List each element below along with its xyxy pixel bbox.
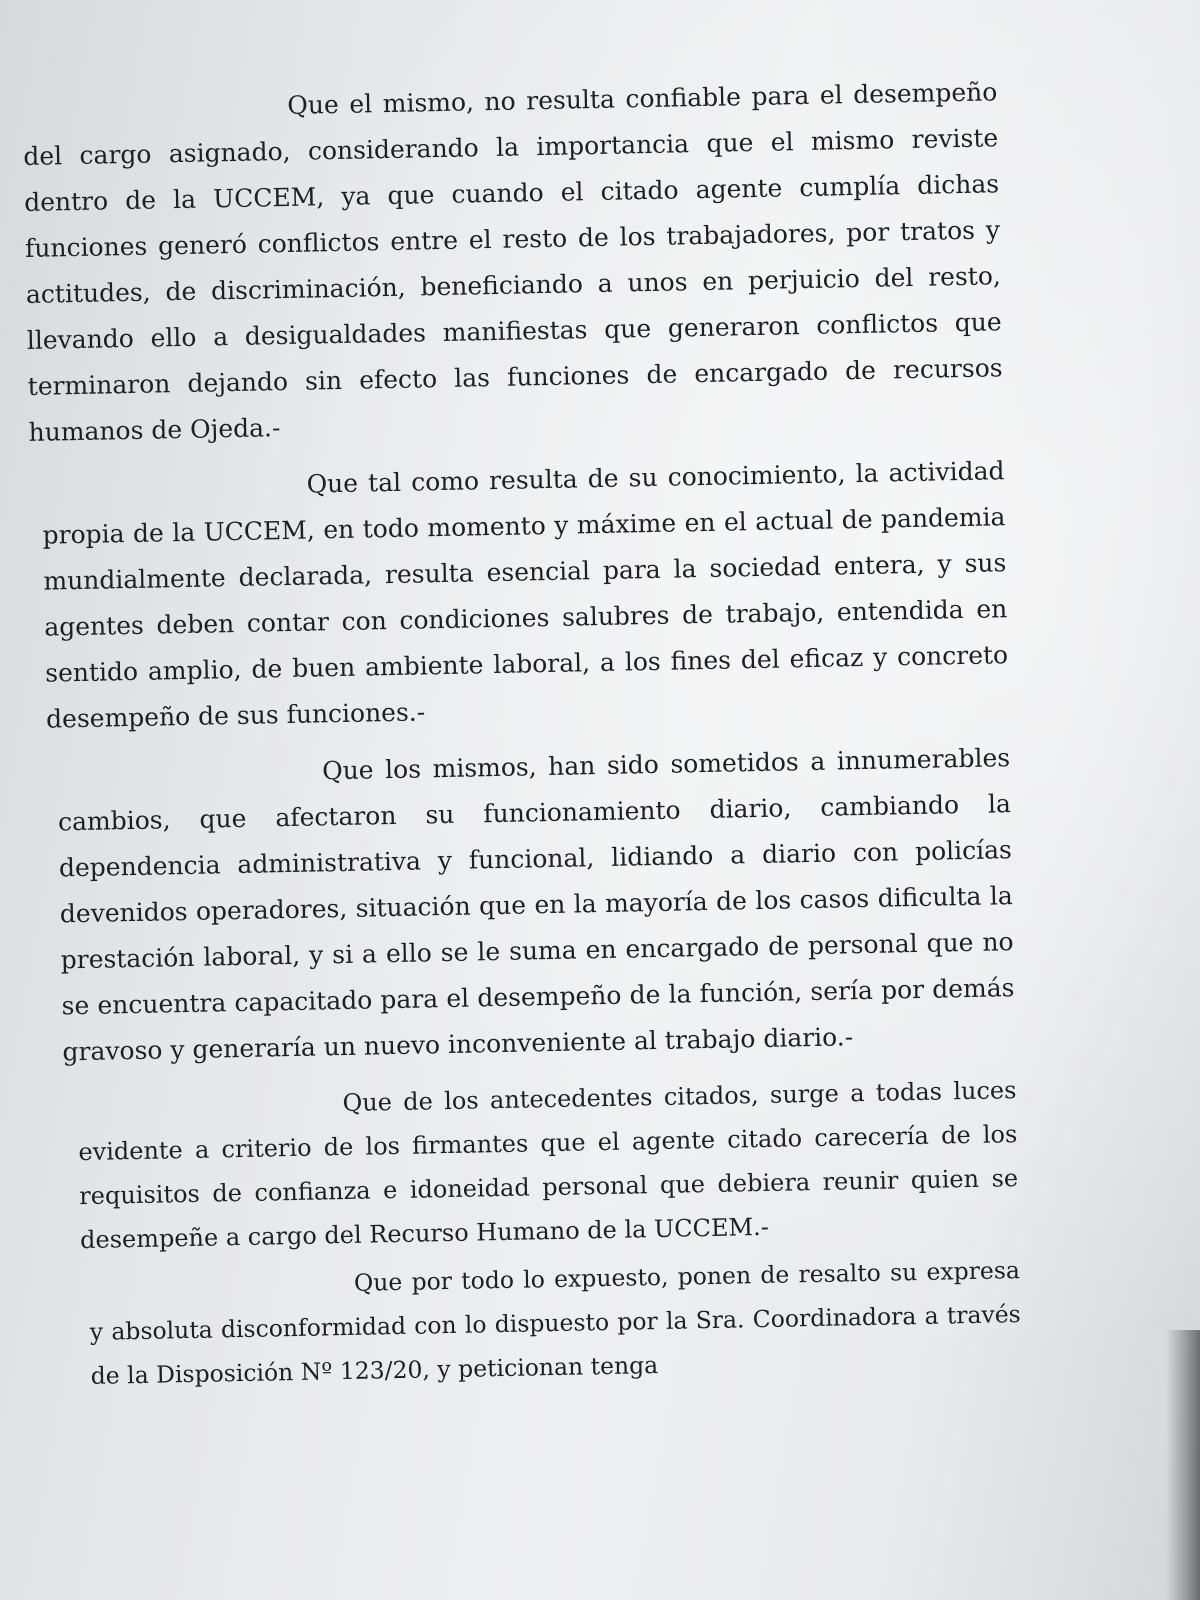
paragraph-3: Que los mismos, han sido sometidos a innumerables cambios, que afectaron su funcionamiento diario, cambiando la dependencia administrativa y funcional, lidiando a diario con policías devenidos operadores, situación que en la mayoría de los casos dificulta la prestación laboral, y si a ello se le suma en encargado de personal que no se encuentra capacitado para el desempeño de la función, sería por demás gravoso y generaría un nuevo inconveniente al trabajo diario.- [57, 743, 1015, 1067]
paragraph-2: Que tal como resulta de su conocimiento, la actividad propia de la UCCEM, en todo momento y máxime en el actual de pandemia mundialmente declarada, resulta esencial para la sociedad entera, y sus agentes deben contar con condiciones salubres de trabajo, entendida en sentido amplio, de buen ambiente laboral, a los fines del eficaz y concreto desempeño de sus funciones.- [42, 456, 1009, 734]
paragraph-4: Que de los antecedentes citados, surge a todas luces evidente a criterio de los firmantes que el agente citado carecería de los requisitos de confianza e idoneidad personal que debiera reunir quien se desempeñe a cargo del Recurso Humano de la UCCEM.- [78, 1076, 1019, 1255]
document-body [22, 69, 1022, 1402]
paragraph-5: Que por todo lo expuesto, ponen de resalto su expresa y absoluta disconformidad con lo dispuesto por la Sra. Coordinadora a través de la Disposición Nº 123/20, y peticionan tenga [89, 1256, 1021, 1390]
paragraph-1: Que el mismo, no resulta confiable para el desempeño del cargo asignado, considerando la importancia que el mismo reviste dentro de la UCCEM, ya que cuando el citado agente cumplía dichas funciones generó conflictos entre el resto de los trabajadores, por tratos y actitudes, de discriminación, beneficiando a unos en perjuicio del resto, llevando ello a desigualdades manifiestas que generaron conflictos que terminaron dejando sin efecto las funciones de encargado de recursos humanos de Ojeda.- [23, 77, 1003, 447]
page-shadow [1166, 1330, 1200, 1600]
